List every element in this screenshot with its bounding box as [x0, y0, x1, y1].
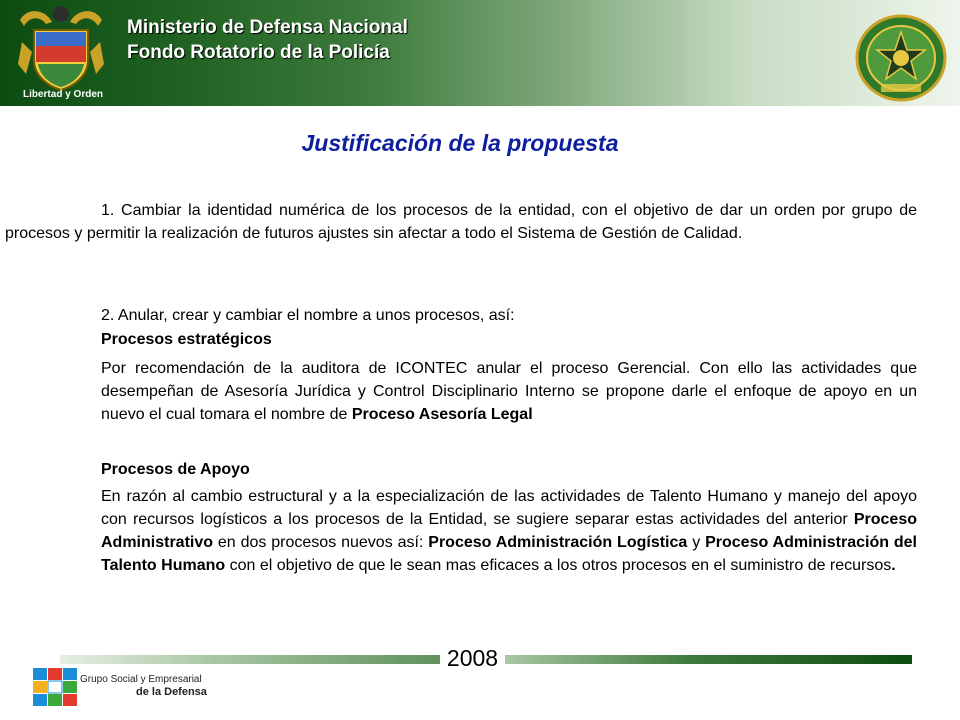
footer-year: 2008 [446, 645, 499, 671]
heading-support-processes: Procesos de Apoyo [101, 461, 250, 478]
support-text-3: y [687, 534, 706, 551]
support-bold-3: Proceso Administración del Talento Humano [101, 534, 918, 574]
support-end: . [891, 557, 896, 574]
support-text-4: con el objetivo de que le sean mas eficaces a los otros procesos en el suministro de recursos [225, 557, 892, 574]
strategic-bold-text: Proceso Asesoría Legal [351, 406, 533, 423]
slide-title: Justificación de la propuesta [301, 130, 619, 156]
grupo-social-text [80, 674, 207, 698]
support-text-2: en dos procesos nuevos así: [213, 534, 429, 551]
police-seal-icon [855, 14, 947, 102]
header-title-line1: Ministerio de Defensa Nacional [127, 17, 408, 38]
footer-bar-right [505, 655, 912, 664]
header-banner [0, 0, 960, 106]
strategic-text: Por recomendación de la auditora de ICONTEC anular el proceso Gerencial. Con ello las actividades que desempeñan de Asesoría Jurídica y Control Disciplinario Interno se propone darle el enfoque de apoyo en un nuevo el cual tomara el nombre de [101, 360, 917, 423]
crest-motto: Libertad y Orden [22, 89, 103, 100]
footer-bar-left [60, 655, 440, 664]
grupo-line-1: Grupo Social y Empresarial [80, 674, 202, 685]
coat-of-arms-icon [12, 2, 110, 92]
strategic-paragraph [101, 357, 917, 426]
item-2-text: 2. Anular, crear y cambiar el nombre a unos procesos, así: [101, 307, 515, 324]
header-title-line2: Fondo Rotatorio de la Policía [127, 42, 390, 63]
support-paragraph [101, 485, 917, 577]
heading-strategic-processes: Procesos estratégicos [101, 331, 272, 348]
support-text-1: En razón al cambio estructural y a la especialización de las actividades de Talento Humano y manejo del apoyo con recursos logísticos a los procesos de la Entidad, se sugiere separar estas actividades del anterior [101, 488, 917, 528]
support-bold-1: Proceso Administrativo [101, 511, 917, 551]
grupo-social-logo-icon [33, 668, 77, 706]
support-bold-2: Proceso Administración Logística [428, 534, 688, 551]
header-title [127, 15, 408, 65]
grupo-line-2: de la Defensa [136, 686, 207, 698]
item-1-text: 1. Cambiar la identidad numérica de los procesos de la entidad, con el objetivo de dar un orden por grupo de procesos y permitir la realización de futuros ajustes sin afectar a todo el Sistema de Gestión de Calidad. [5, 202, 917, 242]
